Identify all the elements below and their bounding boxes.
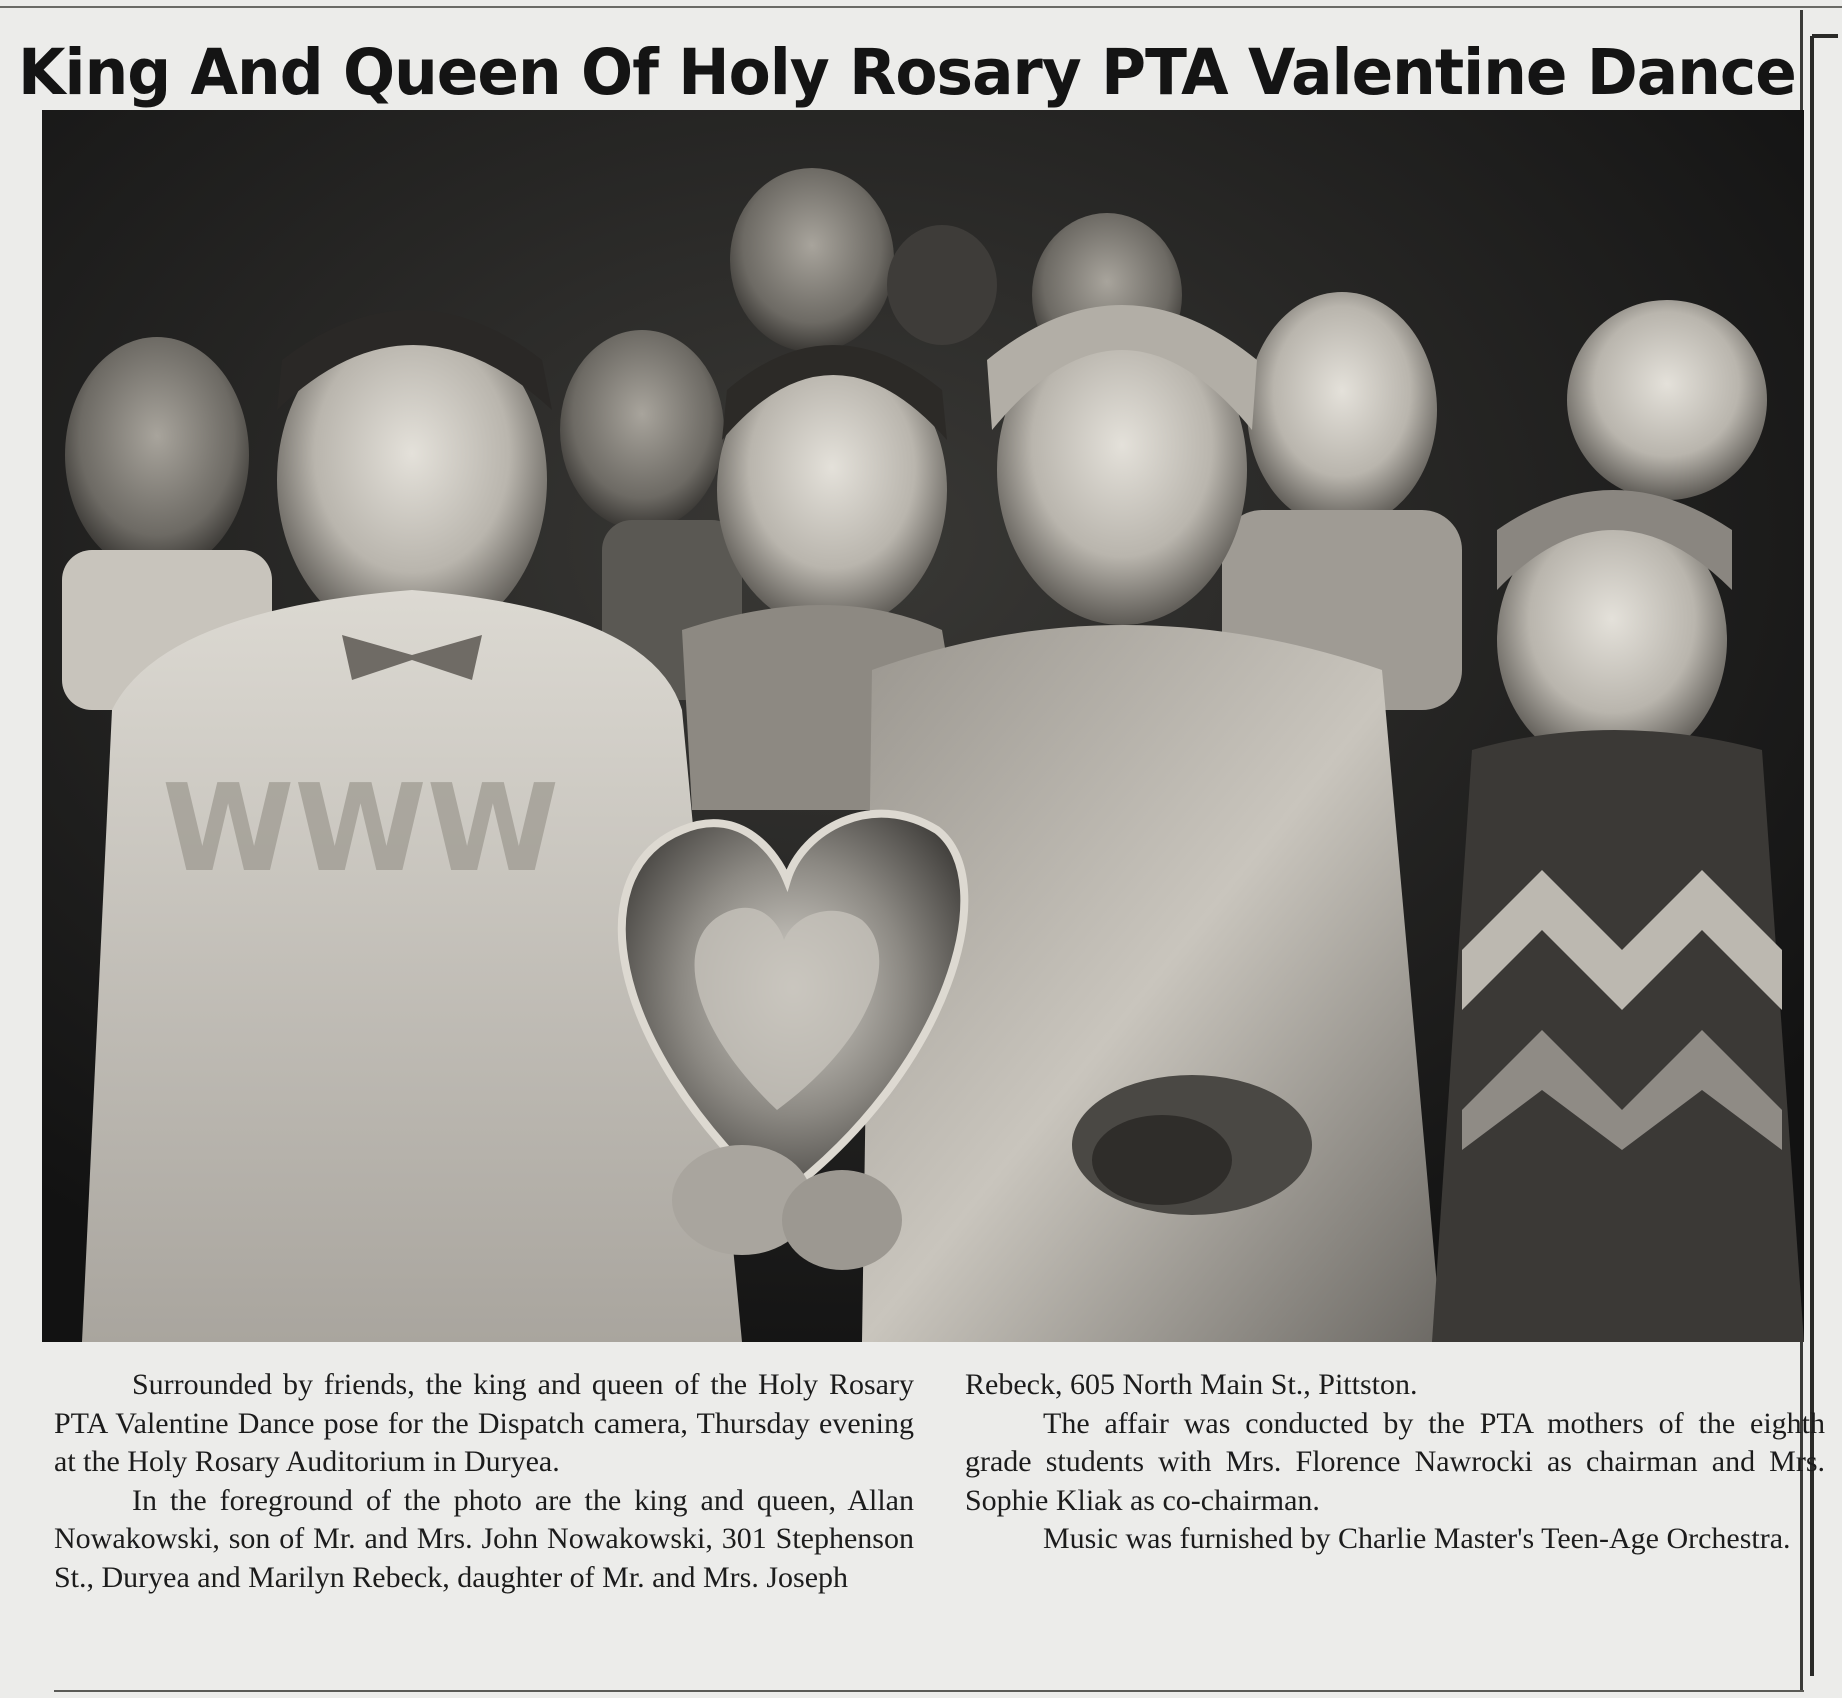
bottom-rule [54, 1690, 1804, 1692]
svg-text:WWW: WWW [162, 760, 560, 899]
headline: King And Queen Of Holy Rosary PTA Valentine Dance [18, 36, 1796, 109]
caption-paragraph: Rebeck, 605 North Main St., Pittston. [965, 1368, 1418, 1401]
caption-paragraph: The affair was conducted by the PTA mothers of the eighth grade students with Mrs. Florence Nawrocki as chairman and Mrs. Sophie Kliak as co-chairman. [965, 1406, 1825, 1517]
adjacent-column-corner [1812, 34, 1838, 38]
caption-column-left [54, 1366, 914, 1597]
caption-paragraph: In the foreground of the photo are the king and queen, Allan Nowakowski, son of Mr. and Mrs. John Nowakowski, 301 Stephenson St., Duryea and Marilyn Rebeck, daughter of Mr. and Mrs. Joseph [54, 1483, 914, 1594]
top-rule [0, 6, 1842, 8]
news-photo [42, 110, 1804, 1342]
caption-paragraph: Music was furnished by Charlie Master's Teen-Age Orchestra. [1043, 1522, 1791, 1555]
group-photo-illustration [42, 110, 1804, 1342]
caption-paragraph: Surrounded by friends, the king and queen of the Holy Rosary PTA Valentine Dance pose for the Dispatch camera, Thursday evening at the Holy Rosary Auditorium in Duryea. [54, 1368, 914, 1478]
caption-column-right [965, 1366, 1825, 1559]
